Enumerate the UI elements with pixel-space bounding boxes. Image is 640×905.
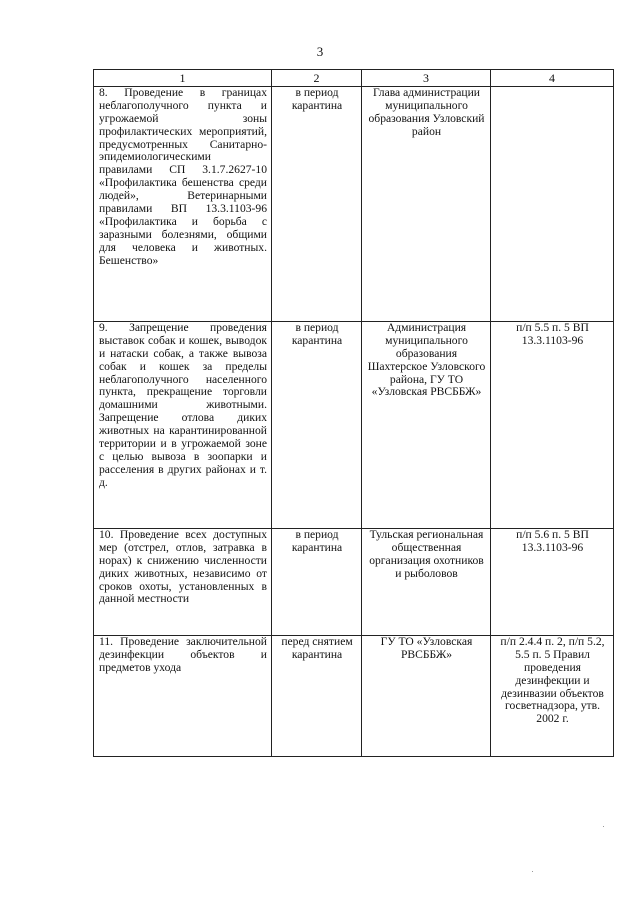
column-header: 1 bbox=[94, 70, 272, 87]
responsible-cell: Администрация муниципального образования Шахтерское Узловского района, ГУ ТО «Узловская РВСББЖ» bbox=[362, 321, 491, 528]
scan-speck bbox=[603, 826, 604, 827]
table-row bbox=[94, 321, 614, 528]
responsible-cell: ГУ ТО «Узловская РВСББЖ» bbox=[362, 635, 491, 756]
table-header-row bbox=[94, 70, 614, 87]
measure-cell: 9. Запрещение проведения выставок собак и кошек, выводок и натаски собак, а также вывоза собак и кошек за пределы неблагополучного населенного пункта, прекращение торговли домашними животными. Запрещение отлова диких животных на карантинированной территории и в угрожаемой зоне с целью вывоза в зоопарки и расселения в других районах и т. д. bbox=[94, 321, 272, 528]
period-cell: в период карантина bbox=[272, 528, 362, 635]
column-header: 4 bbox=[491, 70, 614, 87]
measure-cell: 11. Проведение заключительной дезинфекции объектов и предметов ухода bbox=[94, 635, 272, 756]
column-header: 3 bbox=[362, 70, 491, 87]
reference-cell: п/п 5.6 п. 5 ВП 13.3.1103-96 bbox=[491, 528, 614, 635]
reference-cell: п/п 2.4.4 п. 2, п/п 5.2, 5.5 п. 5 Правил проведения дезинфекции и дезинвазии объектов госветнадзора, утв. 2002 г. bbox=[491, 635, 614, 756]
measure-cell: 10. Проведение всех доступных мер (отстрел, отлов, затравка в норах) к снижению численности диких животных, независимо от сроков охоты, установленных в данной местности bbox=[94, 528, 272, 635]
measure-cell: 8. Проведение в границах неблагополучного пункта и угрожаемой зоны профилактических мероприятий, предусмотренных Санитарно-эпидемиологическими правилами СП 3.1.7.2627-10 «Профилактика бешенства среди людей», Ветеринарными правилами ВП 13.3.1103-96 «Профилактика и борьба с заразными болезнями, общими для человека и животных. Бешенство» bbox=[94, 86, 272, 321]
page-number: 3 bbox=[316, 44, 324, 59]
table-row bbox=[94, 528, 614, 635]
period-cell: в период карантина bbox=[272, 86, 362, 321]
table-row bbox=[94, 86, 614, 321]
responsible-cell: Тульская региональная общественная организация охотников и рыболовов bbox=[362, 528, 491, 635]
reference-cell bbox=[491, 86, 614, 321]
column-header: 2 bbox=[272, 70, 362, 87]
measures-table bbox=[93, 69, 614, 757]
scan-speck bbox=[532, 871, 533, 872]
responsible-cell: Глава администрации муниципального образования Узловский район bbox=[362, 86, 491, 321]
reference-cell: п/п 5.5 п. 5 ВП 13.3.1103-96 bbox=[491, 321, 614, 528]
period-cell: в период карантина bbox=[272, 321, 362, 528]
table-row bbox=[94, 635, 614, 756]
period-cell: перед снятием карантина bbox=[272, 635, 362, 756]
